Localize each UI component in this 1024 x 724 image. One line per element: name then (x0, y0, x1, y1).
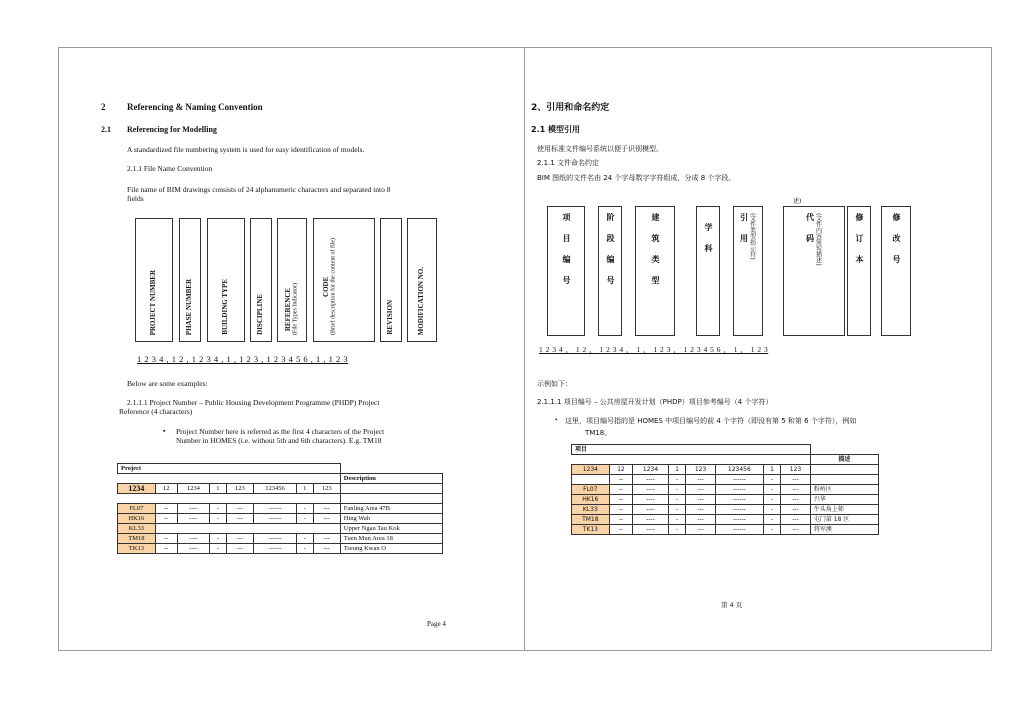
page-number: Page 4 (427, 620, 446, 628)
field-box-code-cn: 代码 (文件内容简短描述) (783, 206, 845, 336)
subsection-number: 2.1 (101, 125, 111, 134)
field-box-discipline: DISCIPLINE (250, 218, 272, 342)
field-box-revision-cn: 修订本 (847, 206, 871, 336)
table-code-row: 1234 12 1234 1 123 123456 1 123 (572, 465, 879, 475)
stray-fragment: 述) (793, 198, 802, 205)
example-heading-line1: 2.1.1.1 Project Number – Public Housing Development Programme (PHDP) Project (127, 398, 380, 407)
examples-intro-cn: 示例如下： (537, 380, 572, 388)
table-row: FL07 -- ---- - --- ------ - --- Fanling Area 47B (118, 504, 443, 514)
field-box-building-type-cn: 建筑类型 (635, 206, 675, 336)
field-box-modification-no: MODIFICATION NO. (407, 218, 437, 342)
table-row: TM18 -- ---- - --- ------ - --- Tuen Mun Area 18 (118, 534, 443, 544)
right-page (525, 48, 991, 650)
page-number-cn: 第 4 页 (721, 601, 743, 609)
table-header-project-cn: 项目 (572, 445, 811, 455)
table-row: TK13 -- ---- - --- ------ - --- 将军澳 (572, 525, 879, 535)
section-title: Referencing & Naming Convention (127, 102, 263, 112)
example-table-cn (571, 444, 879, 535)
field-box-code: CODE (Brief description for the content of file) (313, 218, 375, 342)
table-code-row: 1234 12 1234 1 123 123456 1 123 (118, 484, 443, 494)
file-name-desc-line2: fields (127, 194, 144, 203)
left-page (59, 48, 524, 650)
field-box-modification-no-cn: 修改号 (881, 206, 911, 336)
file-name-desc-cn: BIM 图纸的文件名由 24 个字母数字字符组成，分成 8 个字段。 (537, 174, 736, 182)
bullet-icon: ▪ (163, 427, 166, 435)
examples-intro: Below are some examples: (127, 379, 208, 388)
subsection-title: Referencing for Modelling (127, 125, 217, 134)
code-string: 1 2 3 4 , 1 2 , 1 2 3 4 , 1 , 1 2 3 , 1 2 3 4 5 6 , 1 , 1 2 3 (137, 354, 349, 364)
table-header-description: Description (340, 474, 442, 484)
subsection-title-cn: 2.1 模型引用 (531, 125, 580, 134)
example-heading-cn: 2.1.1.1 项目编号 – 公共房屋开发计划（PHDP）项目参考编号（4 个字符） (537, 398, 773, 406)
table-row: HK16 -- ---- - --- ------ - --- Hing Wah (118, 514, 443, 524)
intro-text: A standardized file numbering system is used for easy identification of models. (127, 145, 365, 154)
field-box-reference: REFERENCE (File Types Indicator) (277, 218, 307, 342)
field-box-phase-number-cn: 阶段编号 (598, 206, 622, 336)
example-heading-line2: Reference (4 characters) (119, 407, 193, 416)
field-box-reference-cn: 引用 (文件类型指示符) (733, 206, 763, 336)
section-title-cn: 2、引用和命名约定 (531, 103, 610, 113)
bullet-line1: Project Number here is referred as the first 4 characters of the Project (176, 427, 385, 436)
table-header-project: Project (118, 464, 341, 474)
field-box-phase-number: PHASE NUMBER (179, 218, 201, 342)
bullet-icon: • (555, 416, 558, 424)
table-row: TK13 -- ---- - --- ------ - --- Tseung Kwan O (118, 544, 443, 554)
field-box-project-number-cn: 项目编号 (547, 206, 585, 336)
table-row: HK16 -- ---- - --- ------ - --- 兴华 (572, 495, 879, 505)
table-row: -- ---- - --- ------ - --- (572, 475, 879, 485)
code-string-cn: 1 2 3 4 ， 1 2 ， 1 2 3 4 ， 1 ， 1 2 3 ， 1 2 3 4 5 6 ， 1 ， 1 2 3 (539, 345, 769, 354)
table-header-description-cn: 描述 (810, 455, 878, 465)
file-name-heading: 2.1.1 File Name Convention (127, 164, 213, 173)
section-number: 2 (101, 102, 106, 112)
bullet-line1-cn: 这里，项目编号指的是 HOMES 中项目编号的前 4 个字符（即没有第 5 和第 6 个字符），例如 (565, 417, 857, 425)
file-name-desc-line1: File name of BIM drawings consists of 24 alphanumeric characters and separated into 8 (127, 185, 391, 194)
table-row: KL33 -- ---- - --- ------ - --- 牛头角上邨 (572, 505, 879, 515)
example-table (117, 463, 443, 554)
field-box-revision: REVISION (380, 218, 402, 342)
field-box-building-type: BUILDING TYPE (207, 218, 245, 342)
field-box-discipline-cn: 学科 (696, 206, 720, 336)
table-row: KL33 Upper Ngau Tau Kok (118, 524, 443, 534)
bullet-line2-cn: TM18。 (585, 429, 612, 437)
field-box-project-number: PROJECT NUMBER (135, 218, 173, 342)
table-row: TM18 -- ---- - --- ------ - --- 屯门第 18 区 (572, 515, 879, 525)
bullet-line2: Number in HOMES (i.e. without 5th and 6th characters). E.g. TM18 (176, 436, 382, 445)
table-row: FL07 -- ---- - --- ------ - --- 粉岭区 (572, 485, 879, 495)
intro-text-cn: 使用标准文件编号系统以便于识别模型。 (537, 145, 663, 153)
file-name-heading-cn: 2.1.1 文件命名约定 (537, 159, 600, 167)
document-spread (58, 47, 992, 651)
